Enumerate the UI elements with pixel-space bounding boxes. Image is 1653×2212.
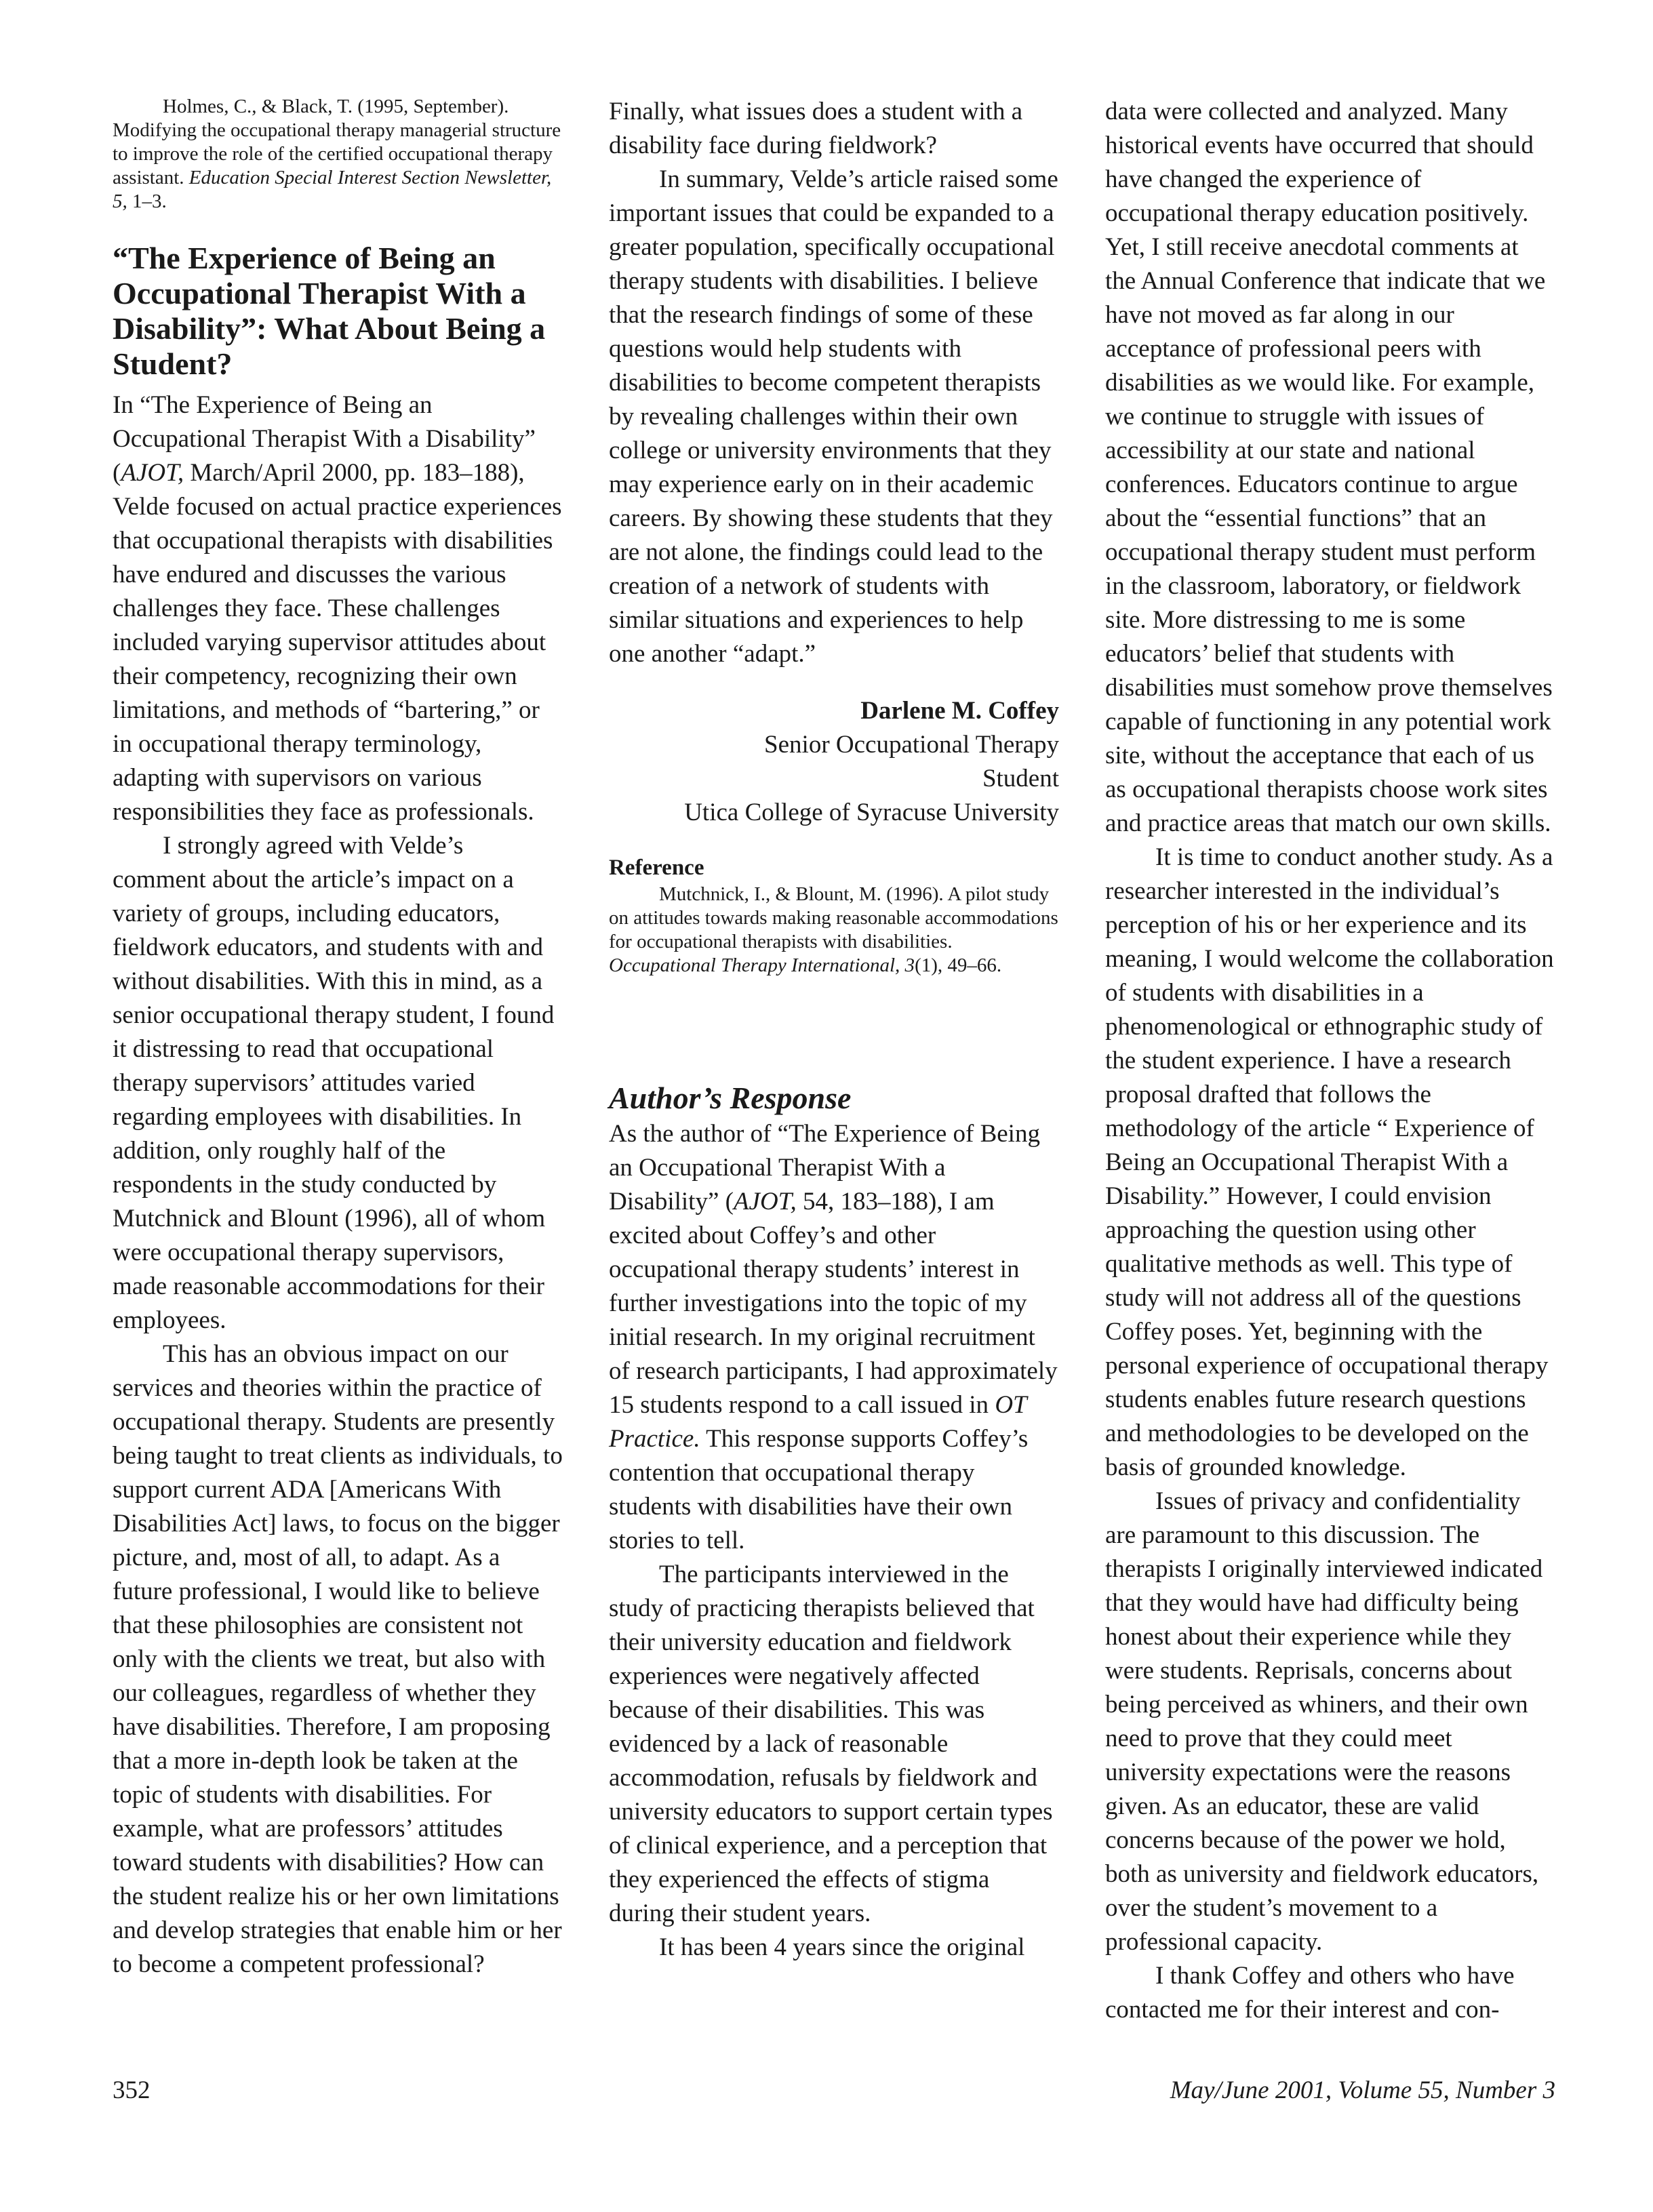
signature-name: Darlene M. Coffey xyxy=(860,697,1059,725)
reference-journal: Occupational Therapy International, 3 xyxy=(609,954,915,976)
reference-mutchnick xyxy=(609,883,1059,978)
reference-text: Mutchnick, I., & Blount, M. (1996). A pilot study on attitudes towards making reasonable accommodations for occupational therapists with disabilities. xyxy=(609,883,1058,952)
response-paragraph-4: It is time to conduct another study. As a researcher interested in the individual’s perception of his or her experience and its meaning, I would welcome the collaboration of students with disabilities in a phenomenological or ethnographic study of the student experience. I have a research proposal drafted that follows the methodology of the article “ Experience of Being an Occupational Therapist With a Disability.” However, I could envision approaching the question using other qualitative methods as well. This type of study will not address all of the questions Coffey poses. Yet, beginning with the personal experience of occupational therapy students enables future research questions and methodologies to be developed on the basis of grounded knowledge. xyxy=(1105,843,1554,1481)
letter-paragraph-5: In summary, Velde’s article raised some important issues that could be expanded to a greater population, specifically occupational therapy students with disabilities. I believe that the research findings of some of these questions would help students with disabilities to become competent therapists by revealing challenges within their own college or university environments that they may experience early on in their academic careers. By showing these students that they are not alone, the findings could lead to the creation of a network of students with similar situations and experiences to help one another “adapt.” xyxy=(609,165,1058,668)
text-span: This response supports Coffey’s contention that occupational therapy students with disabilities have their own stories to tell. xyxy=(609,1425,1029,1554)
letter-paragraph-3: This has an obvious impact on our services and theories within the practice of occupational therapy. Students are presently being taught to treat clients as individuals, to support current ADA [Americans With Disabilities Act] laws, to focus on the bigger picture, and, most of all, to adapt. As a future professional, I would like to believe that these philosophies are consistent not only with the clients we treat, but also with our colleagues, regardless of whether they have disabilities. Therefore, I am proposing that a more in-depth look be taken at the topic of students with disabilities. For example, what are professors’ attitudes toward students with disabilities? How can the student realize his or her own limitations and develop strategies that enable him or her to become a competent professional? xyxy=(113,1340,563,1978)
column-2 xyxy=(609,95,1059,1965)
reference-holmes xyxy=(113,95,563,214)
text-span: 54, 183–188), I am excited about Coffey’s and other occupational therapy students’ interest in further investigations into the topic of my initial research. In my original recruitment of research participants, I had approximately 15 students respond to a call issued in xyxy=(609,1188,1058,1419)
response-paragraph-3: It has been 4 years since the original xyxy=(659,1933,1025,1961)
text-span: In “The Experience of Being an Occupational Therapist With a Disability” ( xyxy=(113,391,536,487)
signature-title-cont: Student xyxy=(982,765,1059,792)
signature-institution: Utica College of Syracuse University xyxy=(684,799,1059,826)
reference-heading: Reference xyxy=(609,856,704,880)
response-paragraph-6: I thank Coffey and others who have contacted me for their interest and con- xyxy=(1105,1962,1515,2024)
letter-paragraph-2: I strongly agreed with Velde’s comment about the article’s impact on a variety of groups, including educators, fieldwork educators, and students with and without disabilities. With this in mind, as a senior occupational therapy student, I found it distressing to read that occupational therapy supervisors’ attitudes varied regarding employees with disabilities. In addition, only roughly half of the respondents in the study conducted by Mutchnick and Blount (1996), all of whom were occupational therapy supervisors, made reasonable accommodations for their employees. xyxy=(113,832,555,1334)
response-paragraph-5: Issues of privacy and confidentiality are paramount to this discussion. The therapists I originally interviewed indicated that they would have had difficulty being honest about their experience while they were students. Reprisals, concerns about being perceived as whiners, and their own need to prove that they could meet university expectations were the reasons given. As an educator, these are valid concerns because of the power we hold, both as university and fieldwork educators, over the student’s movement to a professional capacity. xyxy=(1105,1487,1543,1956)
journal-title: OT Practice. xyxy=(609,1391,1027,1453)
column-1 xyxy=(113,95,563,1982)
authors-response-heading: Author’s Response xyxy=(609,1081,852,1115)
response-paragraph-3-cont: data were collected and analyzed. Many historical events have occurred that should have changed the experience of occupational therapy education positively. Yet, I still receive anecdotal comments at the Annual Conference that indicate that we have not moved as far along in our acceptance of professional peers with disabilities as we would like. For example, we continue to struggle with issues of accessibility at our state and national conferences. Educators continue to argue about the “essential functions” that an occupational therapy student must perform in the classroom, laboratory, or fieldwork site. More distressing to me is some educators’ belief that students with disabilities must somehow prove themselves capable of functioning in any potential work site, without the acceptance that each of us as occupational therapists choose work sites and practice areas that match our own skills. xyxy=(1105,98,1553,837)
response-paragraph-2: The participants interviewed in the study of practicing therapists believed that their university education and fieldwork experiences were negatively affected because of their disabilities. This was evidenced by a lack of reasonable accommodation, refusals by fieldwork and university educators to support certain types of clinical experience, and a perception that they experienced the effects of stigma during their student years. xyxy=(609,1561,1053,1927)
response-paragraph-1 xyxy=(609,1117,1059,1558)
letter-paragraph-4: Finally, what issues does a student with a disability face during fieldwork? xyxy=(609,98,1023,159)
letter-heading: “The Experience of Being an Occupational Therapist With a Disability”: What About Being a Student? xyxy=(113,241,546,381)
text-span: March/April 2000, pp. 183–188), Velde focused on actual practice experiences that occupational therapists with disabilities have endured and discusses the various challenges they face. These challenges included varying supervisor attitudes about their competency, recognizing their own limitations, and methods of “bartering,” or in occupational therapy terminology, adapting with supervisors on various responsibilities they face as professionals. xyxy=(113,459,562,826)
reference-pages: (1), 49–66. xyxy=(915,954,1002,976)
journal-abbrev: AJOT, xyxy=(121,459,184,487)
reference-journal: Education Special Interest Section Newsletter, 5, xyxy=(113,167,552,212)
page-number: 352 xyxy=(113,2076,151,2104)
journal-issue: May/June 2001, Volume 55, Number 3 xyxy=(1170,2076,1555,2104)
reference-text: Holmes, C., & Black, T. (1995, September). Modifying the occupational therapy managerial structure to improve the role of the certified occupational therapy assistant. xyxy=(113,96,561,188)
text-span: As the author of “The Experience of Being an Occupational Therapist With a Disability” ( xyxy=(609,1120,1040,1215)
column-3 xyxy=(1105,95,1555,2027)
signature-title: Senior Occupational Therapy xyxy=(764,731,1059,759)
journal-abbrev: AJOT, xyxy=(733,1188,797,1215)
letter-paragraph-1 xyxy=(113,388,563,829)
reference-pages: 1–3. xyxy=(127,190,167,212)
